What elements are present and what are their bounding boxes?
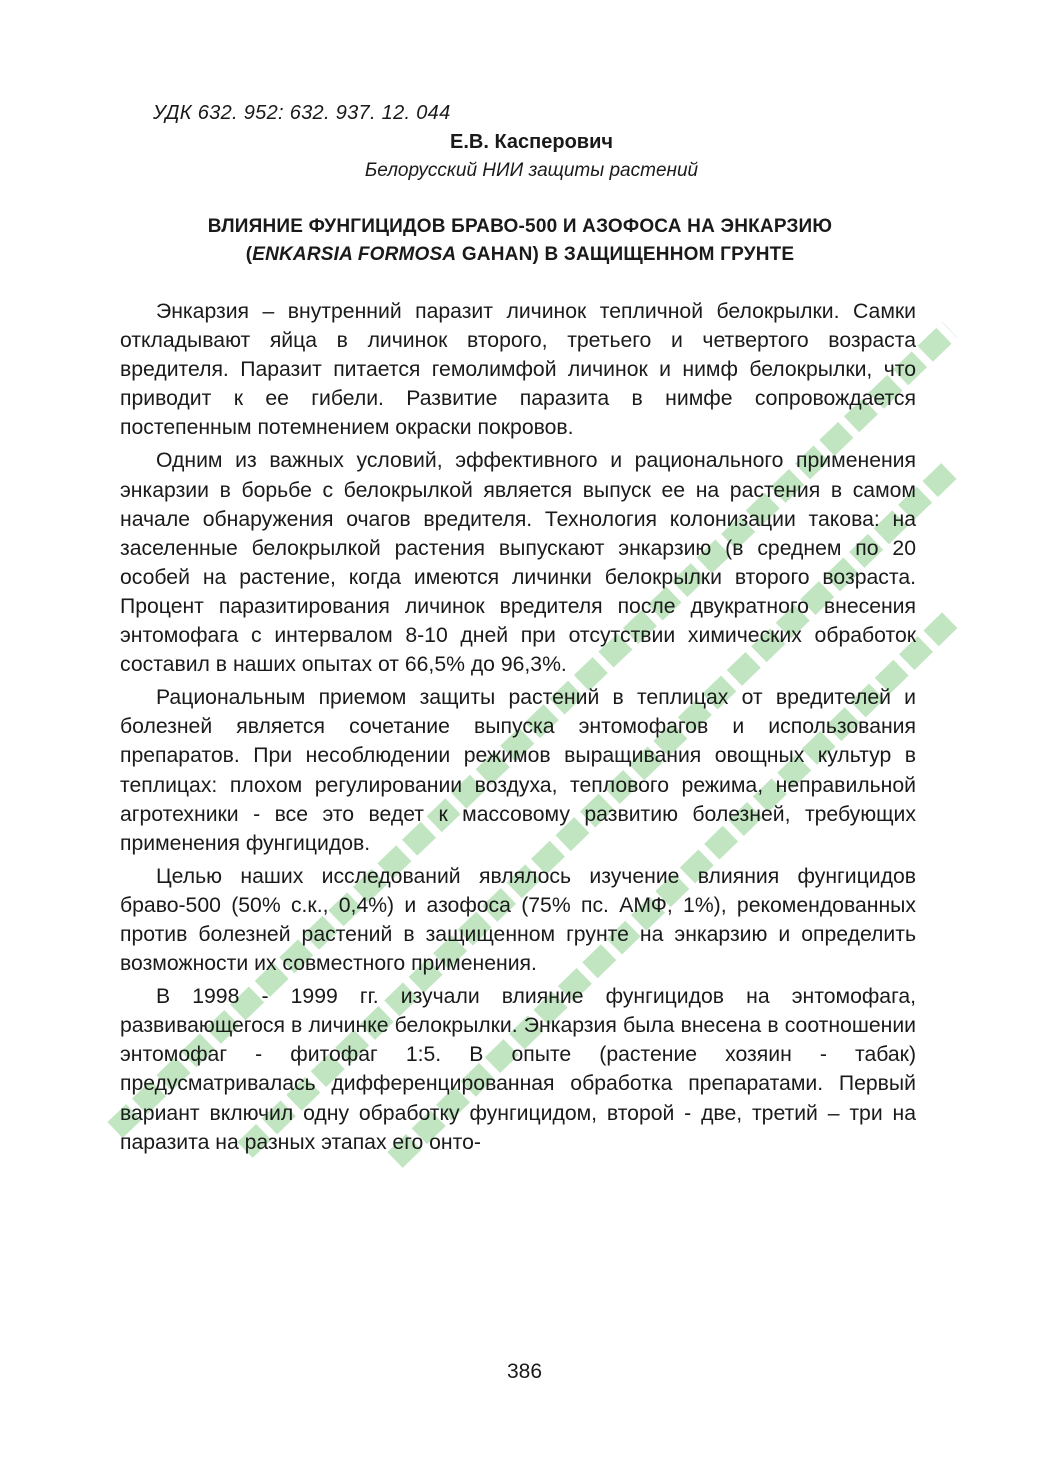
title-line-2 — [120, 241, 920, 269]
paragraph-1: Энкарзия – внутренний паразит личинок тепличной белокрылки. Самки откладывают яйца в личинок второго, третьего и четвертого возраста вредителя. Паразит питается гемолимфой личинок и нимф белокрылки, что приводит к ее гибели. Развитие паразита в нимфе сопровождается постепенным потемнением окраски покровов. — [120, 300, 916, 440]
affiliation: Белорусский НИИ защиты растений — [364, 160, 699, 181]
page-number: 386 — [506, 1360, 543, 1383]
paragraph-4: Целью наших исследований являлось изучение влияния фунгицидов браво-500 (50% с.к., 0,4%) и азофоса (75% пс. АМФ, 1%), рекомендованных против болезней растений в защищенном грунте на энкарзию и определить возможности их совместного применения. — [120, 864, 916, 976]
title-line-2-rest: GAHAN) В ЗАЩИЩЕННОМ ГРУНТЕ — [456, 244, 795, 265]
author-name: Е.В. Касперович — [450, 131, 613, 153]
udk-code: УДК 632. 952: 632. 937. 12. 044 — [153, 102, 451, 124]
title-species: ENKARSIA FORMOSA — [252, 244, 457, 265]
paragraph-2: Одним из важных условий, эффективного и рационального применения энкарзии в борьбе с белокрылкой является выпуск ее на растения в самом начале обнаружения очагов вредителя. Технология колонизации такова: на заселенные белокрылкой растения выпускают энкарзию (в среднем по 20 особей на растение, когда имеются личинки белокрылки второго возраста. Процент паразитирования личинок вредителя после двукратного внесения энтомофага с интервалом 8-10 дней при отсутствии химических обработок составил в наших опытах от 66,5% до 96,3%. — [120, 449, 916, 677]
title-paren: ( — [245, 244, 253, 265]
paragraph-3: Рациональным приемом защиты растений в теплицах от вредителей и болезней является сочетание выпуска энтомофагов и использования препаратов. При несоблюдении режимов выращивания овощных культур в теплицах: плохом регулировании воздуха, теплового режима, неправильной агротехники - все это ведет к массовому развитию болезней, требующих применения фунгицидов. — [120, 686, 916, 855]
paragraph-5: В 1998 - 1999 гг. изучали влияние фунгицидов на энтомофага, развивающегося в личинке белокрылки. Энкарзия была внесена в соотношении энтомофаг - фитофаг 1:5. В опыте (растение хозяин - табак) предусматривалась дифференцированная обработка препаратами. Первый вариант включил одну обработку фунгицидом, второй - две, третий – три на паразита на разных этапах его онто- — [120, 985, 916, 1154]
article-body — [120, 297, 916, 1157]
title-line-1: ВЛИЯНИЕ ФУНГИЦИДОВ БРАВО-500 И АЗОФОСА НА ЭНКАРЗИЮ — [207, 216, 833, 237]
article-title — [120, 213, 920, 269]
